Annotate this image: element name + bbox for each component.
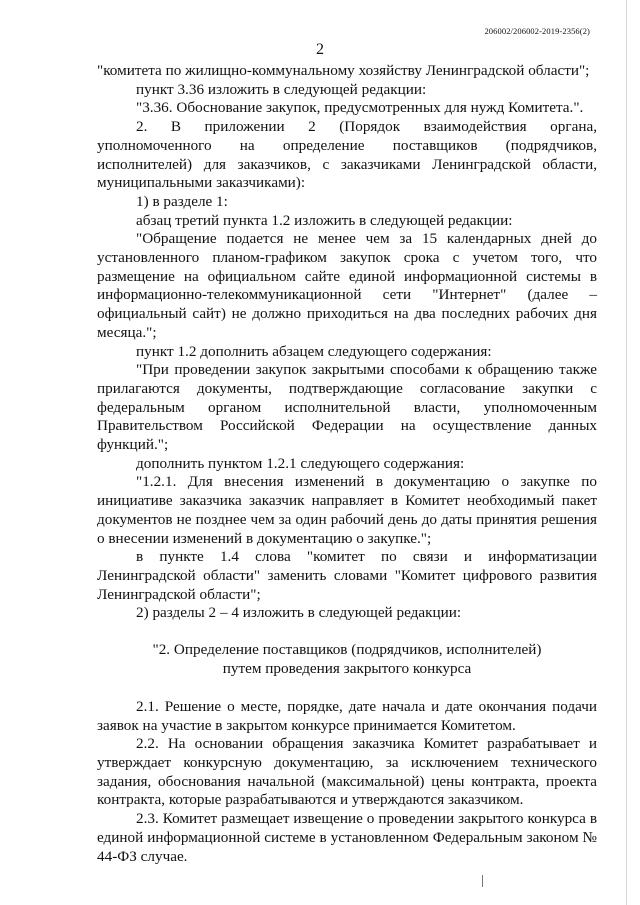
paragraph: дополнить пунктом 1.2.1 следующего содержания: bbox=[136, 454, 465, 472]
paragraph: в пункте 1.4 слова "комитет по связи и информатизации Ленинградской области" заменить словами "Комитет цифрового развития Ленинградской области"; bbox=[97, 548, 597, 603]
paragraph: 2.1. Решение о месте, порядке, дате начала и дате окончания подачи заявок на участие в закрытом конкурсе принимается Комитетом. bbox=[97, 697, 597, 734]
document-code: 206002/206002-2019-2356(2) bbox=[484, 26, 590, 36]
paragraph: "Обращение подается не менее чем за 15 календарных дней до установленного планом-графиком закупок срока с учетом того, что размещение на официальном сайте единой информационной системы в информационно-телекоммуникационной сети "Интернет" (далее – официальный сайт) не должно приходиться на два последних рабочих дня месяца."; bbox=[97, 230, 597, 341]
page-edge-line bbox=[626, 0, 627, 905]
paragraph: "3.36. Обоснование закупок, предусмотренных для нужд Комитета.". bbox=[136, 99, 584, 117]
paragraph: "1.2.1. Для внесения изменений в документацию о закупке по инициативе заказчика заказчик направляет в Комитет необходимый пакет документов не позднее чем за один рабочий день до даты принятия решения о внесении изменений в документацию о закупке."; bbox=[97, 473, 597, 547]
paragraph: "При проведении закупок закрытыми способами к обращению также прилагаются документы, подтверждающие согласование закупки с федеральным органом исполнительной власти, уполномоченным Правительством Российской Федерации на осуществление данных функций."; bbox=[97, 361, 597, 454]
paragraph: 2.3. Комитет размещает извещение о проведении закрытого конкурса в единой информационной системе в установленном Федеральным законом № 44-ФЗ случае. bbox=[97, 810, 597, 865]
page-number: 2 bbox=[316, 41, 324, 58]
paragraph: 2.2. На основании обращения заказчика Комитет разрабатывает и утверждает конкурсную документацию, за исключением технического задания, обоснования начальной (максимальной) цены контракта, проекта контракта, которые разрабатываются и утверждаются заказчиком. bbox=[97, 735, 597, 809]
scan-mark bbox=[482, 875, 483, 887]
paragraph: абзац третий пункта 1.2 изложить в следующей редакции: bbox=[136, 211, 513, 229]
paragraph: 2) разделы 2 – 4 изложить в следующей редакции: bbox=[136, 604, 462, 622]
section-heading-line2: путем проведения закрытого конкурса bbox=[222, 660, 472, 677]
paragraph: 1) в разделе 1: bbox=[136, 192, 228, 210]
paragraph: "комитета по жилищно-коммунальному хозяйству Ленинградской области"; bbox=[97, 62, 590, 79]
paragraph: пункт 3.36 изложить в следующей редакции: bbox=[136, 80, 427, 98]
paragraph: 2. В приложении 2 (Порядок взаимодействия органа, уполномоченного на определение поставщиков (подрядчиков, исполнителей) для заказчиков, с заказчиками Ленинградской области, муниципальными заказчиками): bbox=[97, 118, 597, 192]
section-heading-line1: "2. Определение поставщиков (подрядчиков, исполнителей) bbox=[152, 641, 542, 659]
document-body bbox=[97, 62, 597, 866]
paragraph: пункт 1.2 дополнить абзацем следующего содержания: bbox=[136, 342, 492, 360]
